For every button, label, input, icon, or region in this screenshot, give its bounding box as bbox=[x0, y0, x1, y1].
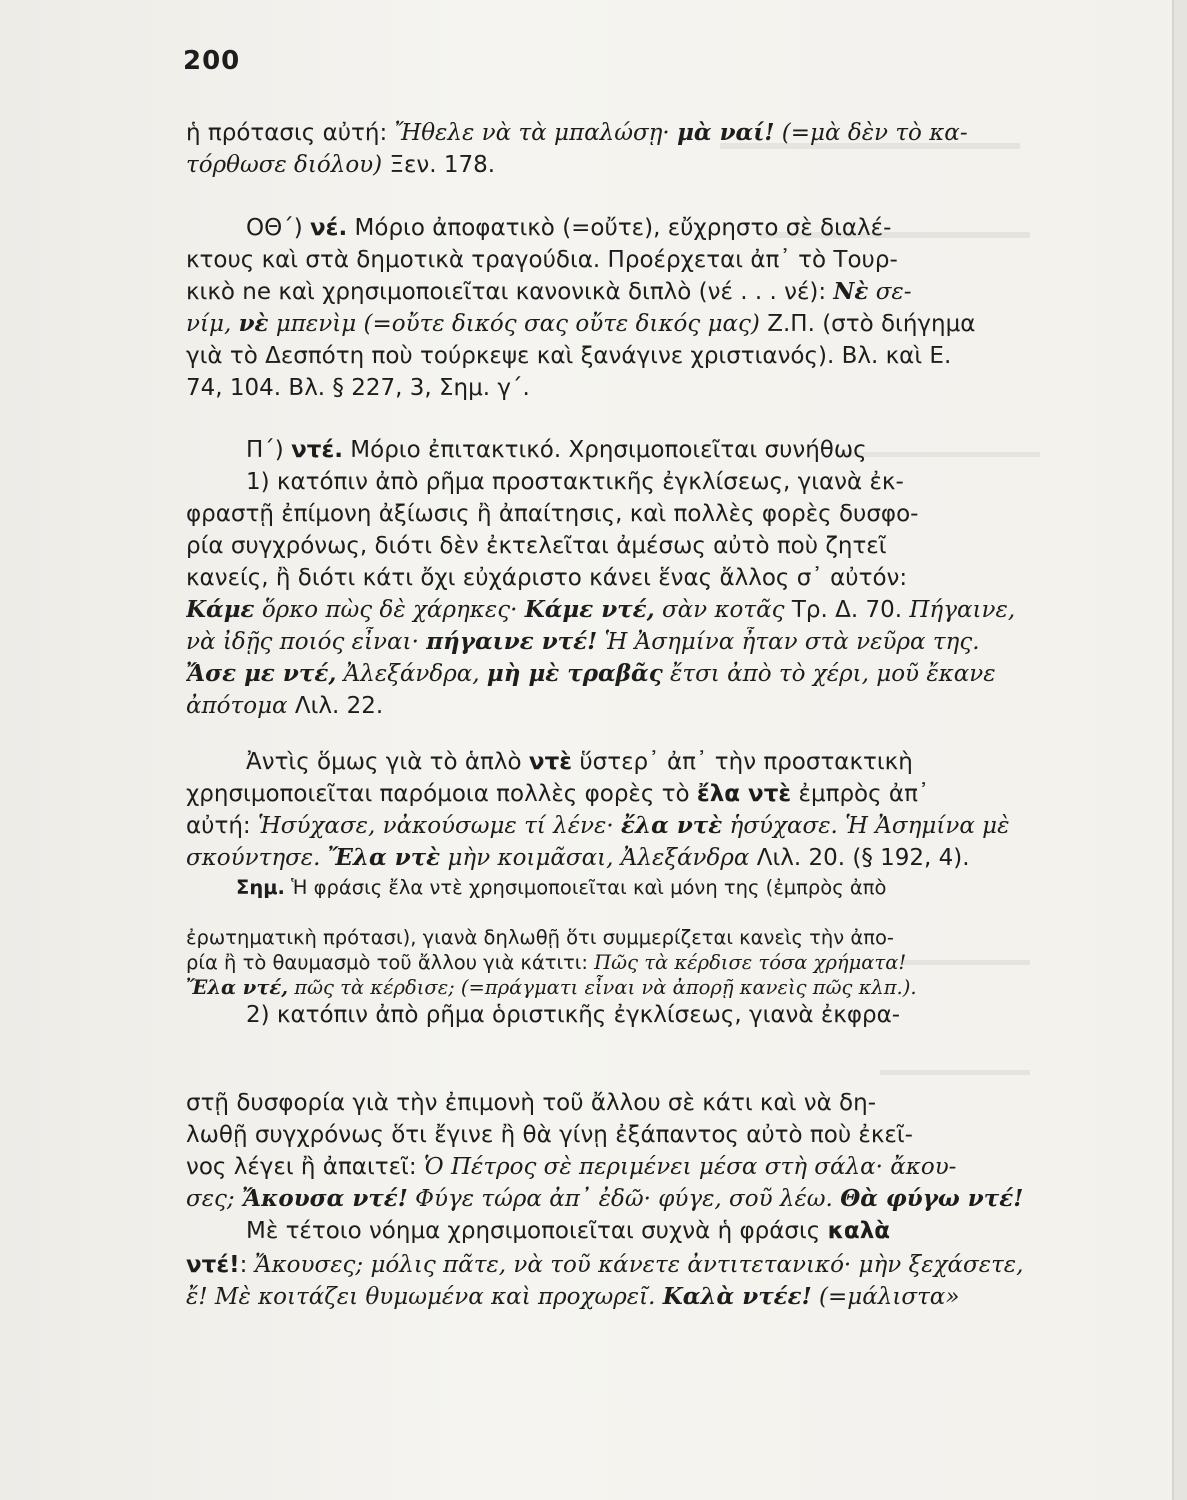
text-run: μὴν κοιμᾶσαι, Ἀλεξάνδρα bbox=[440, 845, 750, 871]
text-run: ντέ. bbox=[291, 437, 343, 463]
text-run: Ἡσύχασε, νἀκούσωμε τί λένε· bbox=[257, 813, 622, 839]
text-line bbox=[186, 747, 1096, 777]
text-line bbox=[186, 595, 1036, 625]
text-line bbox=[186, 563, 1036, 593]
text-run: 1) κατόπιν ἀπὸ ρῆμα προστακτικῆς ἐγκλίσεως, γιανὰ ἐκ- bbox=[246, 469, 904, 495]
text-run: ρία συγχρόνως, διότι δὲν ἐκτελεῖται ἀμέσως αὐτὸ ποὺ ζητεῖ bbox=[186, 533, 887, 559]
text-run: Π΄) bbox=[246, 437, 292, 463]
note-line bbox=[186, 875, 1086, 901]
text-line bbox=[186, 435, 1096, 465]
text-run: μὰ ναί! bbox=[677, 119, 775, 146]
text-line bbox=[186, 118, 1036, 148]
text-run: σε- bbox=[868, 279, 912, 305]
text-run: Ἤθελε νὰ τὰ μπαλώσῃ· bbox=[394, 120, 678, 146]
text-run: καλὰ bbox=[827, 1218, 891, 1244]
text-run: Μὲ τέτοιο νόημα χρησιμοποιεῖται συχνὰ ἡ φράσις bbox=[246, 1218, 828, 1244]
text-run: στῇ δυσφορία γιὰ τὴν ἐπιμονὴ τοῦ ἄλλου σὲ κάτι καὶ νὰ δη- bbox=[186, 1090, 876, 1116]
text-run: μὴ μὲ τραβᾶς bbox=[486, 660, 663, 687]
page-number: 200 bbox=[183, 46, 241, 76]
text-run: νος λέγει ἢ ἀπαιτεῖ: bbox=[186, 1154, 424, 1180]
text-run: Ἀντὶς ὅμως γιὰ τὸ ἁπλὸ bbox=[246, 749, 529, 775]
text-run: Ἡ Ἀσημίνα ἦταν στὰ νεῦρα της. bbox=[597, 629, 980, 655]
text-run: ἐρωτηματικὴ πρότασι), γιανὰ δηλωθῇ ὅτι συμμερίζεται κανεὶς τὴν ἀπο- bbox=[186, 926, 894, 949]
text-run: Ξεν. 178. bbox=[382, 152, 496, 178]
text-run: Ἔλα ντὲ bbox=[327, 844, 441, 871]
text-line bbox=[186, 843, 1036, 873]
text-run: Ὁ Πέτρος σὲ περιμένει μέσα στὴ σάλα· ἄκου- bbox=[423, 1154, 957, 1180]
text-line bbox=[186, 499, 1036, 529]
text-run: μπενὶμ (=οὔτε δικός σας οὔτε δικός μας) bbox=[268, 311, 760, 337]
text-run: Λιλ. 22. bbox=[287, 693, 384, 719]
text-line bbox=[186, 531, 1036, 561]
note-line bbox=[186, 950, 1036, 976]
text-run: κτους καὶ στὰ δημοτικὰ τραγούδια. Προέρχεται ἀπ᾿ τὸ Τουρ- bbox=[186, 247, 898, 273]
text-line bbox=[186, 1000, 1096, 1030]
text-line bbox=[186, 1120, 1036, 1150]
text-run: Σημ. bbox=[236, 876, 285, 899]
text-run: Λιλ. 20. (§ 192, 4). bbox=[749, 845, 970, 871]
text-line bbox=[186, 373, 1036, 403]
text-run: ρία ἢ τὸ θαυμασμὸ τοῦ ἄλλου γιὰ κάτιτι: bbox=[186, 951, 595, 974]
text-run: Φύγε τώρα ἀπ᾿ ἐδῶ· φύγε, σοῦ λέω. bbox=[407, 1186, 841, 1212]
text-line bbox=[186, 1216, 1096, 1246]
note-line bbox=[186, 975, 1036, 1001]
text-run: Κάμε ντέ, bbox=[524, 596, 655, 623]
text-run: γιὰ τὸ Δεσπότη ποὺ τούρκεψε καὶ ξανάγινε χριστιανός). Βλ. καὶ Ε. bbox=[186, 343, 952, 369]
text-run: ὅρκο πὼς δὲ χάρηκες· bbox=[254, 597, 525, 623]
text-run: Νὲ bbox=[833, 278, 869, 305]
text-line bbox=[186, 1152, 1036, 1182]
text-run: Ἄκουσες; μόλις πᾶτε, νὰ τοῦ κάνετε ἀντιτετανικό· μὴν ξεχάσετε, bbox=[254, 1252, 1024, 1278]
text-line bbox=[186, 277, 1036, 307]
text-line bbox=[186, 309, 1036, 339]
text-run: κικὸ ne καὶ χρησιμοποιεῖται κανονικὰ διπλὸ (νέ . . . νέ): bbox=[186, 279, 834, 305]
text-run: σὰν κοτᾶς bbox=[654, 597, 785, 623]
text-line bbox=[186, 659, 1036, 689]
text-run: νὰ ἰδῇς ποιός εἶναι· bbox=[186, 629, 427, 655]
text-line bbox=[186, 1184, 1036, 1214]
text-run: Ἀλεξάνδρα, bbox=[336, 661, 487, 687]
text-line bbox=[186, 811, 1036, 841]
text-run: ἀπότομα bbox=[186, 693, 288, 719]
text-line bbox=[186, 1250, 1036, 1280]
text-run: αὐτή: bbox=[186, 813, 258, 839]
text-run: Ζ.Π. (στὸ διήγημα bbox=[759, 311, 976, 337]
text-run: χρησιμοποιεῖται παρόμοια πολλὲς φορὲς τὸ bbox=[186, 781, 697, 807]
text-run: Καλὰ ντέε! bbox=[662, 1283, 812, 1310]
text-line bbox=[186, 150, 1036, 180]
text-run: κανείς, ἢ διότι κάτι ὄχι εὐχάριστο κάνει ἕνας ἄλλος σ᾿ αὐτόν: bbox=[186, 565, 908, 591]
text-run: ντέ! bbox=[186, 1252, 240, 1278]
text-run: Πῶς τὰ κέρδισε τόσα χρήματα! bbox=[594, 951, 907, 974]
text-run: ἔλα ντὲ bbox=[696, 781, 792, 807]
text-run: φραστῇ ἐπίμονη ἀξίωσις ἢ ἀπαίτησις, καὶ πολλὲς φορὲς δυσφο- bbox=[186, 501, 919, 527]
text-run: Θὰ φύγω ντέ! bbox=[840, 1185, 1024, 1212]
text-run: 2) κατόπιν ἀπὸ ρῆμα ὁριστικῆς ἐγκλίσεως, γιανὰ ἐκφρα- bbox=[246, 1002, 901, 1028]
text-line bbox=[186, 341, 1036, 371]
text-line bbox=[186, 467, 1096, 497]
text-run: Τρ. Δ. 70. bbox=[784, 597, 910, 623]
text-run: Μόριο ἀποφατικὸ (=οὔτε), εὔχρηστο σὲ διαλέ- bbox=[347, 215, 892, 241]
text-run: νὲ bbox=[238, 310, 269, 337]
text-line bbox=[186, 627, 1036, 657]
text-run: σκούντησε. bbox=[186, 845, 328, 871]
text-run: ἔ! Μὲ κοιτάζει θυμωμένα καὶ προχωρεῖ. bbox=[186, 1284, 663, 1310]
text-run: πήγαινε ντέ! bbox=[426, 628, 598, 655]
text-run: νέ. bbox=[310, 215, 348, 241]
text-line bbox=[186, 1088, 1036, 1118]
text-line bbox=[186, 1282, 1036, 1312]
text-run: Ἄκουσα ντέ! bbox=[241, 1185, 408, 1212]
text-run: ἔλα ντὲ bbox=[621, 812, 723, 839]
text-run: Πήγαινε, bbox=[909, 597, 1016, 623]
text-run: : bbox=[239, 1252, 255, 1278]
text-run: ἔτσι ἀπὸ τὸ χέρι, μοῦ ἔκανε bbox=[662, 661, 996, 687]
text-run: 74, 104. Βλ. § 227, 3, Σημ. γ΄. bbox=[186, 375, 530, 401]
text-run: τόρθωσε διόλου) bbox=[186, 152, 383, 178]
text-line bbox=[186, 245, 1036, 275]
text-run: (=μὰ δὲν τὸ κα- bbox=[774, 120, 968, 146]
text-line bbox=[186, 779, 1036, 809]
text-run: ἡσύχασε. Ἡ Ἀσημίνα μὲ bbox=[722, 813, 1010, 839]
text-run: Μόριο ἐπιτακτικό. Χρησιμοποιεῖται συνήθως bbox=[342, 437, 867, 463]
text-run: Ἔλα ντέ, bbox=[186, 976, 289, 999]
text-line bbox=[186, 213, 1096, 243]
text-run: σες; bbox=[186, 1186, 242, 1212]
text-run: νίμ, bbox=[186, 311, 239, 337]
text-run: (=μάλιστα» bbox=[811, 1284, 960, 1310]
text-run: ντὲ bbox=[528, 749, 573, 775]
text-run: ΟΘ΄) bbox=[246, 215, 310, 241]
note-line bbox=[186, 925, 1036, 951]
text-run: Ἡ φράσις ἔλα ντὲ χρησιμοποιεῖται καὶ μόνη της (ἐμπρὸς ἀπὸ bbox=[284, 876, 887, 899]
text-run: πῶς τὰ κέρδισε; (=πράγματι εἶναι νὰ ἀπορῇ κανεὶς πῶς κλπ.). bbox=[288, 976, 917, 999]
text-run: ἐμπρὸς ἀπ᾿ bbox=[791, 781, 930, 807]
text-line bbox=[186, 691, 1036, 721]
text-run: Κάμε bbox=[186, 596, 255, 623]
text-run: Ἄσε με ντέ, bbox=[186, 660, 337, 687]
text-run: ἡ πρότασις αὐτή: bbox=[186, 120, 395, 146]
text-run: λωθῇ συγχρόνως ὅτι ἔγινε ἢ θὰ γίνῃ ἐξάπαντος αὐτὸ ποὺ ἐκεῖ- bbox=[186, 1122, 913, 1148]
text-run: ὕστερ᾿ ἀπ᾿ τὴν προστακτικὴ bbox=[572, 749, 913, 775]
